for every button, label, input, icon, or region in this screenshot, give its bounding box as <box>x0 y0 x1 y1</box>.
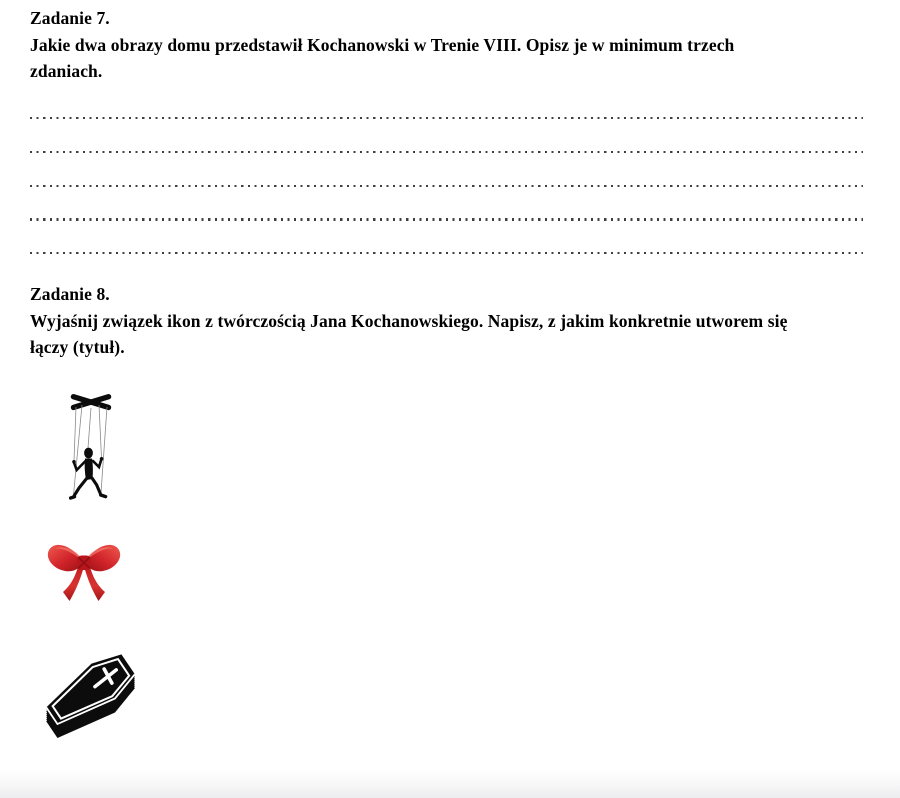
page-bottom-fade <box>0 770 900 798</box>
task7-body-line1: Jakie dwa obrazy domu przedstawił Kochanowski w Trenie VIII. Opisz je w minimum trzech <box>30 35 735 55</box>
marionette-icon <box>69 391 115 502</box>
coffin-icon <box>36 647 142 745</box>
answer-line <box>30 218 863 220</box>
answer-line <box>30 252 863 254</box>
bow-knot <box>77 556 91 571</box>
answer-lines <box>30 117 863 286</box>
answer-line <box>30 117 863 119</box>
red-bow-icon <box>45 535 123 605</box>
task7-body-line2: zdaniach. <box>30 61 103 81</box>
coffin-body <box>40 647 140 745</box>
answer-line <box>30 151 863 153</box>
answer-line <box>30 185 863 187</box>
task8-body-line2: łączy (tytuł). <box>30 337 125 357</box>
task8-body <box>30 308 787 360</box>
task7-body <box>30 32 734 84</box>
task8-title: Zadanie 8. <box>30 284 110 304</box>
task8-body-line1: Wyjaśnij związek ikon z twórczością Jana Kochanowskiego. Napisz, z jakim konkretnie utworem się <box>30 311 788 331</box>
task7-title: Zadanie 7. <box>30 8 110 28</box>
